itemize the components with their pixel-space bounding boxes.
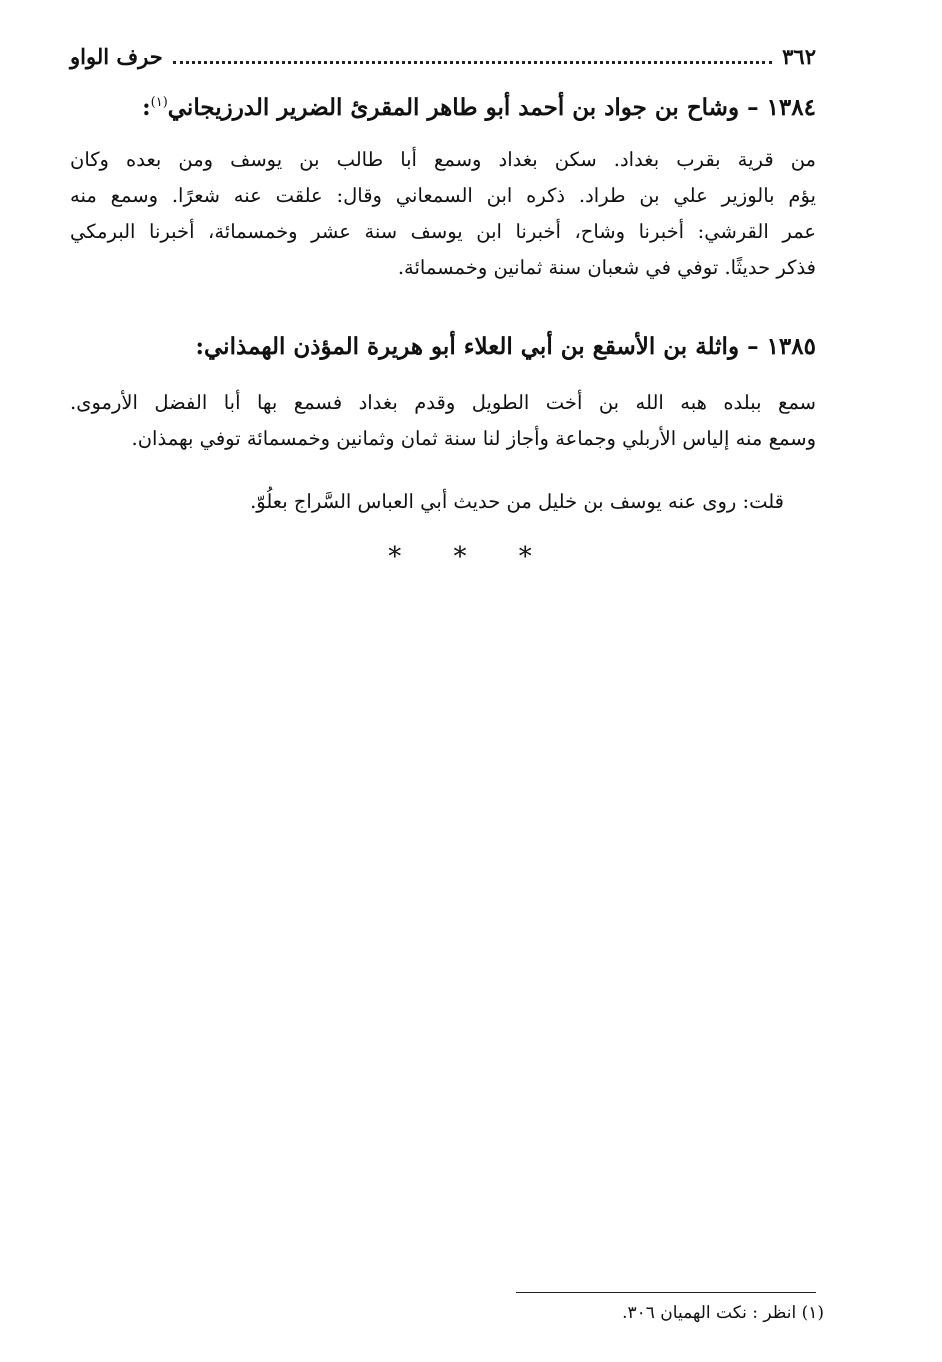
body-line: من قرية بقرب بغداد. سكن بغداد وسمع أبا طالب بن يوسف ومن بعده وكان (70, 148, 816, 171)
footnote-text: (١) انظر : نكت الهميان ٣٠٦. (622, 1303, 824, 1323)
entry-note-1385 (70, 484, 816, 520)
section-title: حرف الواو (70, 43, 163, 69)
entry-body-1385 (70, 385, 816, 457)
body-line: وسمع منه إلياس الأربلي وجماعة وأجاز لنا سنة ثمان وثمانين وخمسمائة توفي بهمذان. (131, 427, 816, 450)
note-line: قلت: روى عنه يوسف بن خليل من حديث أبي العباس السَّراج بعلُوّ. (250, 490, 784, 513)
entry-title-text: ١٣٨٤ – وشاح بن جواد بن أحمد أبو طاهر المقرئ الضرير الدرزيجاني (167, 94, 816, 121)
footnote-reference[interactable]: (١) (150, 95, 168, 110)
entry-body-1384 (70, 142, 816, 286)
header-leader-dots (173, 61, 772, 64)
body-line: عمر القرشي: أخبرنا وشاح، أخبرنا ابن يوسف سنة عشر وخمسمائة، أخبرنا البرمكي (70, 220, 816, 243)
page-number: ٣٦٢ (782, 43, 816, 69)
entry-title-1385: ١٣٨٥ – واثلة بن الأسقع بن أبي العلاء أبو هريرة المؤذن الهمذاني: (195, 333, 816, 360)
section-separator: * * * (388, 542, 554, 572)
body-line: يؤم بالوزير علي بن طراد. ذكره ابن السمعاني وقال: علقت عنه شعرًا. وسمع منه (70, 184, 816, 207)
body-line: سمع ببلده هبه الله بن أخت الطويل وقدم بغداد فسمع بها أبا الفضل الأرموى. (70, 391, 816, 414)
entry-title-colon: : (142, 94, 151, 121)
entry-title-1384 (70, 86, 816, 125)
running-header (70, 38, 816, 74)
footnote-divider (516, 1292, 816, 1293)
body-line: فذكر حديثًا. توفي في شعبان سنة ثمانين وخمسمائة. (397, 256, 816, 279)
